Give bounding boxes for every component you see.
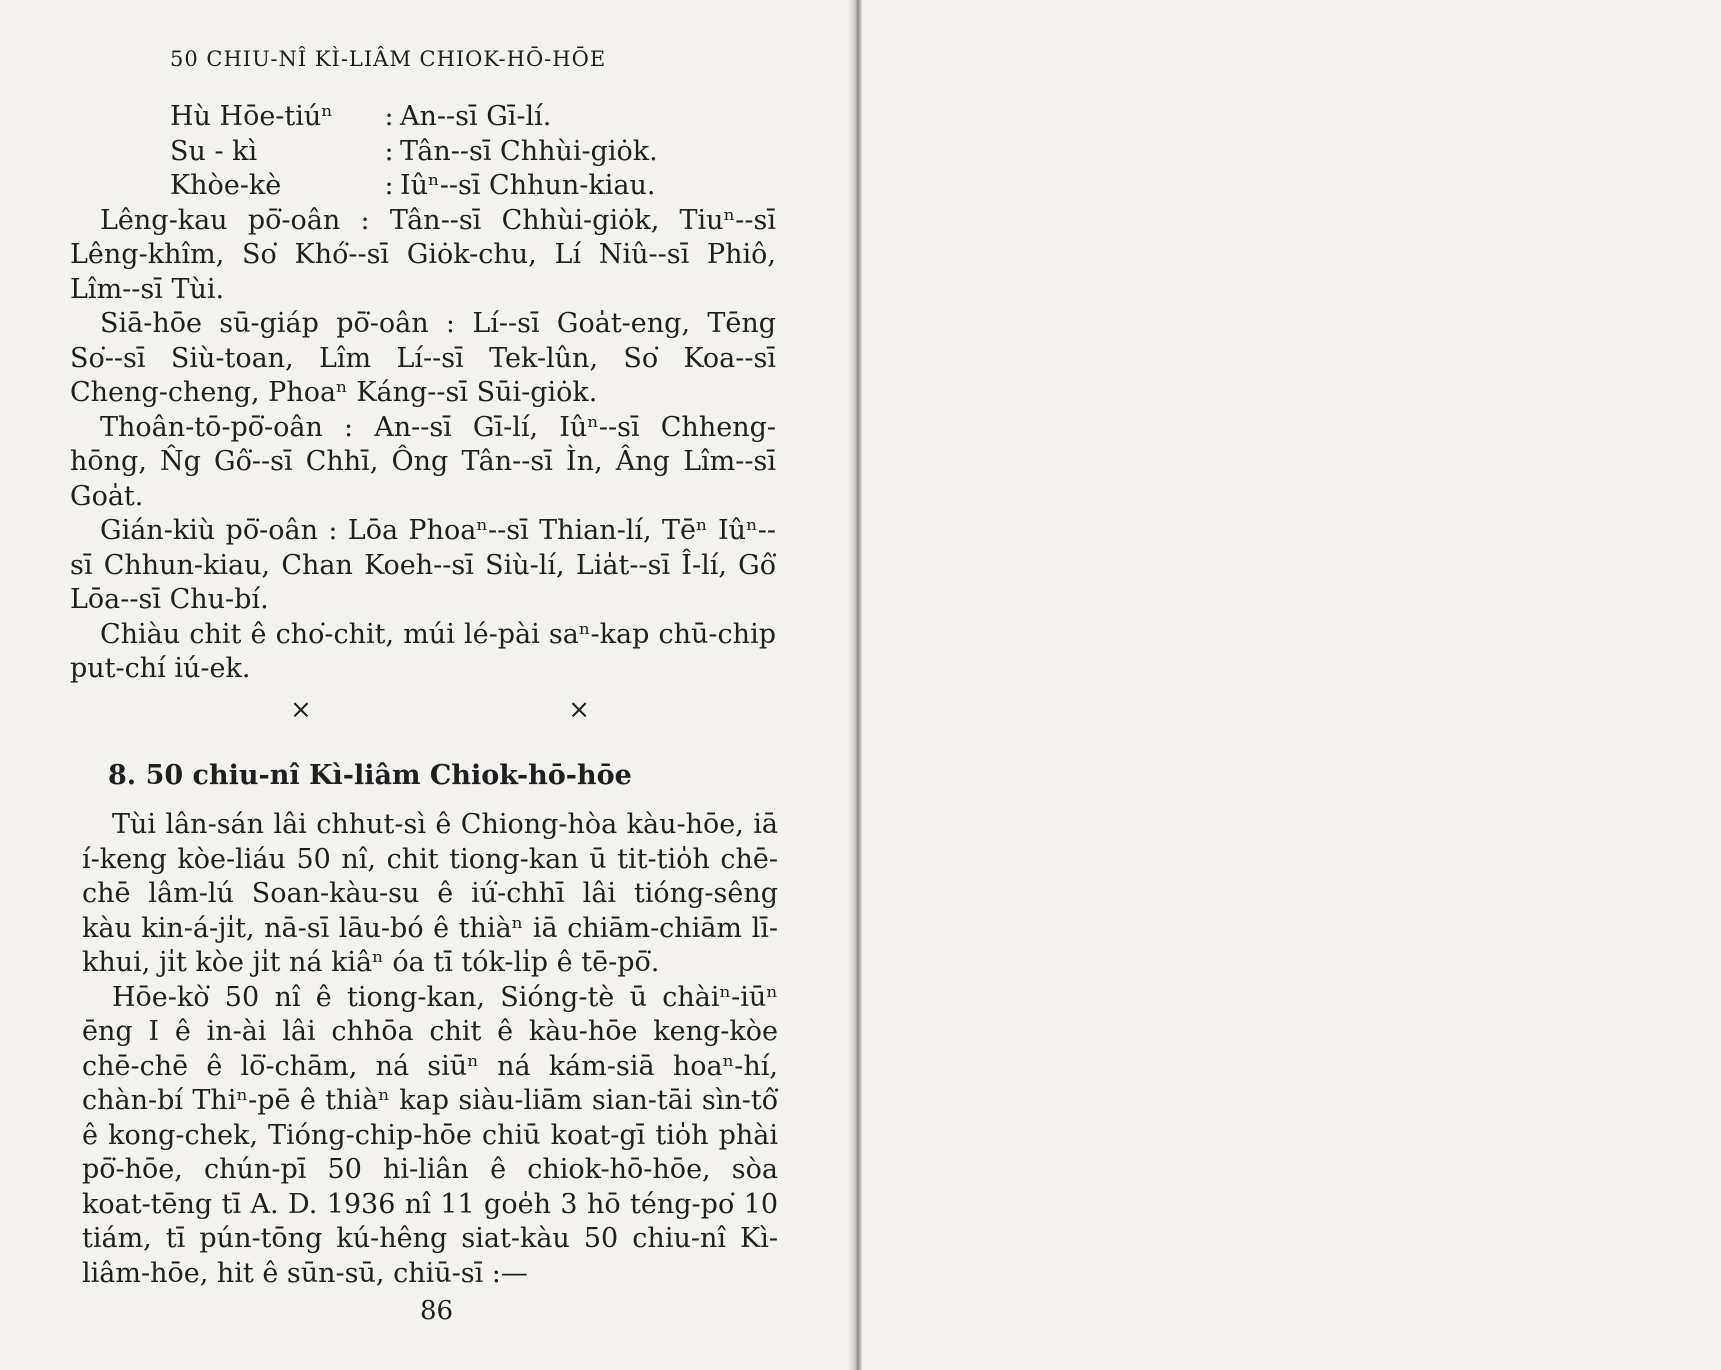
section-divider	[290, 695, 590, 725]
section-title: 8. 50 chiu-nî Kì-liâm Chiok-hō-hōe	[108, 760, 632, 791]
committee-paragraph: Chiàu chit ê cho͘-chit, múi lé-pài saⁿ-kap chū-chip put-chí iú-ek.	[70, 618, 776, 684]
divider-mark: ×	[290, 695, 312, 725]
section-body	[82, 808, 778, 1291]
divider-mark: ×	[568, 695, 590, 725]
right-page	[862, 0, 1721, 1370]
signatory-row: Khòe-kè : Iûⁿ--sī Chhun-kiau.	[70, 169, 776, 204]
signatory-name: Tân--sī Chhùi-giȯk.	[400, 135, 658, 167]
signatory-role: Khòe-kè	[170, 170, 282, 201]
signatory-role: Hù Hōe-tiúⁿ	[170, 101, 333, 132]
signatory-role: Su - kì	[170, 135, 258, 167]
signatory-name: An--sī Gī-lí.	[400, 101, 552, 132]
running-head: 50 CHIU-NÎ KÌ-LIÂM CHIOK-HŌ-HŌE	[170, 47, 607, 71]
page-number: 86	[420, 1296, 454, 1326]
signatory-name: Iûⁿ--sī Chhun-kiau.	[400, 170, 656, 201]
body-paragraph: Tùi lân-sán lâi chhut-sì ê Chiong-hòa kàu-hōe, iā í-keng kòe-liáu 50 nî, chit tiong-kan ū tit-tio̍h chē-chē lâm-lú Soan-kàu-su ê iú͘-chhī lâi tióng-sêng kàu kin-á-ji̍t, nā-sī lāu-bó ê thiàⁿ iā chiām-chiām lī-khui, ji̍t kòe ji̍t ná kiâⁿ óa tī tók-li̍p ê tē-pō͘.	[82, 809, 778, 978]
body-paragraph: Hōe-kò͘ 50 nî ê tiong-kan, Sióng-tè ū chàiⁿ-iūⁿ ēng I ê in-ài lâi chhōa chit ê kàu-hōe keng-kòe chē-chē ê lō͘-chām, ná siūⁿ ná kám-siā hoaⁿ-hí, chàn-bí Thiⁿ-pē ê thiàⁿ kap siàu-liām sian-tāi sìn-tô͘ ê kong-chek, Tióng-chip-hōe chiū koat-gī tio̍h phài pō͘-hōe, chún-pī 50 hi-liân ê chiok-hō-hōe, sòa koat-tēng tī A. D. 1936 nî 11 goe̍h 3 hō téng-po͘ 10 tiám, tī pún-tōng kú-hêng siat-kàu 50 chiu-nî Kì-liâm-hōe, hit ê sūn-sū, chiū-sī :—	[82, 981, 778, 1289]
signatory-row: Su - kì : Tân--sī Chhùi-giȯk.	[70, 135, 776, 170]
committee-paragraph: Thoân-tō-pō͘-oân : An--sī Gī-lí, Iûⁿ--sī Chheng-hōng, N̂g Gô͘--sī Chhī, Ông Tân--sī Ìn, Âng Lîm--sī Goa̍t.	[70, 411, 776, 512]
committee-paragraph: Siā-hōe sū-giáp pō͘-oân : Lí--sī Goa̍t-eng, Tēng So͘--sī Siù-toan, Lîm Lí--sī Tek-lûn, So͘ Koa--sī Cheng-cheng, Phoaⁿ Káng--sī Sūi-giȯk.	[70, 308, 776, 408]
committee-paragraph: Lêng-kau pō͘-oân : Tân--sī Chhùi-giȯk, Tiuⁿ--sī Lêng-khîm, So͘ Khó͘--sī Giȯk-chu, Lí Niû--sī Phiô, Lîm--sī Tùi.	[70, 204, 776, 305]
committee-paragraph: Gián-kiù pō͘-oân : Lōa Phoaⁿ--sī Thian-lí, Tēⁿ Iûⁿ--sī Chhun-kiau, Chan Koeh--sī Siù-lí, Lia̍t--sī Î-lí, Gô͘ Lōa--sī Chu-bí.	[70, 515, 776, 615]
signatories-block	[70, 100, 776, 687]
left-page	[0, 0, 855, 1370]
signatory-row: Hù Hōe-tiúⁿ : An--sī Gī-lí.	[70, 100, 776, 135]
